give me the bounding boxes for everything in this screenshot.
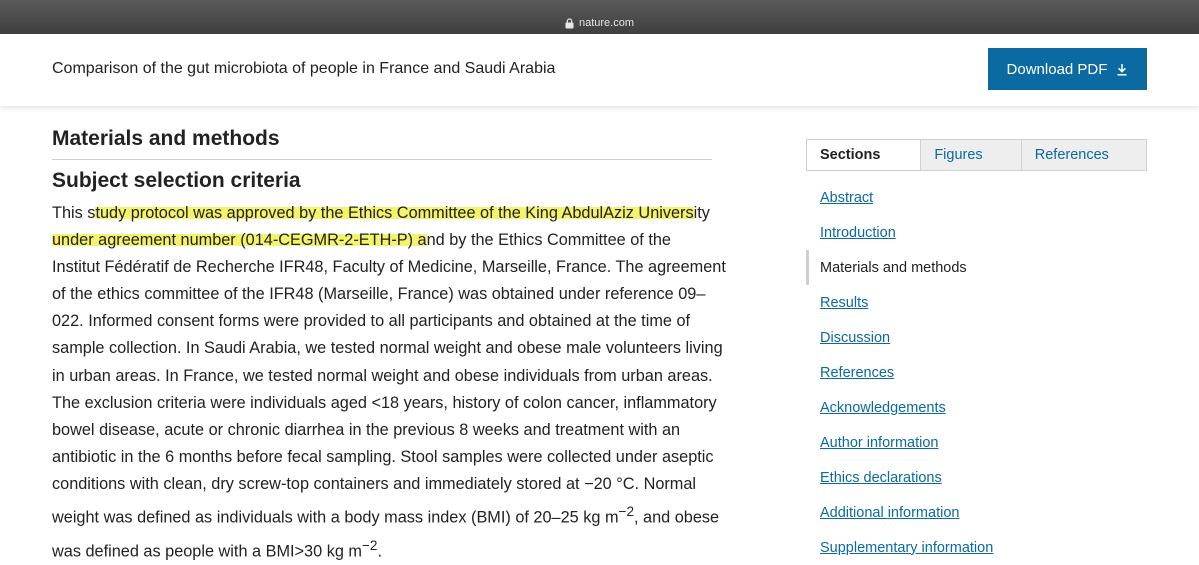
toc-link[interactable]: Discussion — [820, 329, 891, 346]
sidebar-tabs — [806, 139, 1147, 171]
toc-link[interactable]: Additional information — [820, 504, 960, 521]
tab-references[interactable]: References — [1021, 140, 1146, 170]
toc-item-discussion[interactable] — [806, 320, 1106, 355]
toc-link[interactable]: Abstract — [820, 189, 874, 206]
toc-item-supplementary-information[interactable] — [806, 530, 1106, 565]
highlighted-text: under agreement number (014-CEGMR-2-ETH-P) a — [52, 231, 427, 250]
browser-toolbar — [0, 0, 1199, 34]
toc-item-author-information[interactable] — [806, 425, 1106, 460]
download-icon — [1116, 63, 1128, 76]
toc-link[interactable]: References — [820, 364, 895, 381]
paragraph-line-3: Institut Fédératif de Recherche IFR48, Faculty of Medicine, Marseille, France. The agreement — [52, 258, 726, 277]
lock-icon — [565, 18, 574, 29]
paragraph-line-7: in urban areas. In France, we tested normal weight and obese individuals from urban areas. — [52, 366, 713, 385]
paragraph-line-2: under agreement number (014-CEGMR-2-ETH-P) and by the Ethics Committee of the — [52, 231, 671, 250]
toc-link[interactable]: Ethics declarations — [820, 469, 942, 486]
tab-figures[interactable]: Figures — [920, 140, 1020, 170]
toc-link[interactable]: Author information — [820, 434, 939, 451]
tab-sections[interactable]: Sections — [807, 140, 920, 170]
paragraph-line-12: weight was defined as individuals with a body mass index (BMI) of 20–25 kg $m^{-2}$, and obese — [52, 504, 720, 527]
download-pdf-label: Download PDF — [1006, 60, 1108, 78]
paragraph-line-5: 022. Informed consent forms were provided to all participants and obtained at the time of — [52, 312, 691, 331]
section-divider — [52, 159, 712, 160]
paragraph-line-9: bowel disease, acute or chronic diarrhea in the previous 8 weeks and treatment with an — [52, 420, 681, 439]
download-pdf-button[interactable] — [988, 48, 1147, 90]
article-paragraph — [52, 200, 726, 565]
paragraph-line-1: This study protocol was approved by the Ethics Committee of the King AbdulAziz University — [52, 204, 710, 222]
highlighted-text: tudy protocol was approved by the Ethics Committee of the King AbdulAziz Univers — [95, 204, 694, 222]
toc-item-abstract[interactable] — [806, 180, 1106, 215]
paragraph-line-11: conditions with clean, dry screw-top containers and immediately stored at −20 °C. Normal — [52, 474, 697, 493]
toc-link[interactable]: Materials and methods — [820, 259, 967, 276]
table-of-contents — [806, 180, 1106, 565]
toc-link[interactable]: Supplementary information — [820, 539, 994, 556]
paragraph-line-10: antibiotic in the 6 months before fecal sampling. Stool samples were collected under aseptic — [52, 447, 714, 466]
toc-item-additional-information[interactable] — [806, 495, 1106, 530]
paragraph-line-8: The exclusion criteria were individuals aged <18 years, history of colon cancer, inflammatory — [52, 393, 717, 412]
toc-item-references[interactable] — [806, 355, 1106, 390]
section-heading: Materials and methods — [52, 127, 280, 150]
toc-item-introduction[interactable] — [806, 215, 1106, 250]
toc-link[interactable]: Acknowledgements — [820, 399, 946, 416]
article-title: Comparison of the gut microbiota of people in France and Saudi Arabia — [52, 60, 556, 77]
toc-link[interactable]: Results — [820, 294, 869, 311]
paragraph-line-13: was defined as people with a BMI>30 kg $m^{-2}$. — [52, 537, 382, 560]
paragraph-line-4: of the ethics committee of the IFR48 (Marseille, France) was obtained under reference 09– — [52, 285, 706, 304]
toc-item-results[interactable] — [806, 285, 1106, 320]
toc-item-ethics-declarations[interactable] — [806, 460, 1106, 495]
toc-item-acknowledgements[interactable] — [806, 390, 1106, 425]
toc-item-materials-and-methods[interactable] — [806, 250, 1106, 285]
toc-link[interactable]: Introduction — [820, 224, 896, 241]
url-text: nature.com — [578, 17, 635, 29]
address-bar[interactable] — [0, 15, 1199, 31]
article-header — [0, 34, 1199, 106]
paragraph-line-6: sample collection. In Saudi Arabia, we tested normal weight and obese male volunteers living — [52, 339, 723, 358]
subsection-heading: Subject selection criteria — [52, 169, 301, 192]
